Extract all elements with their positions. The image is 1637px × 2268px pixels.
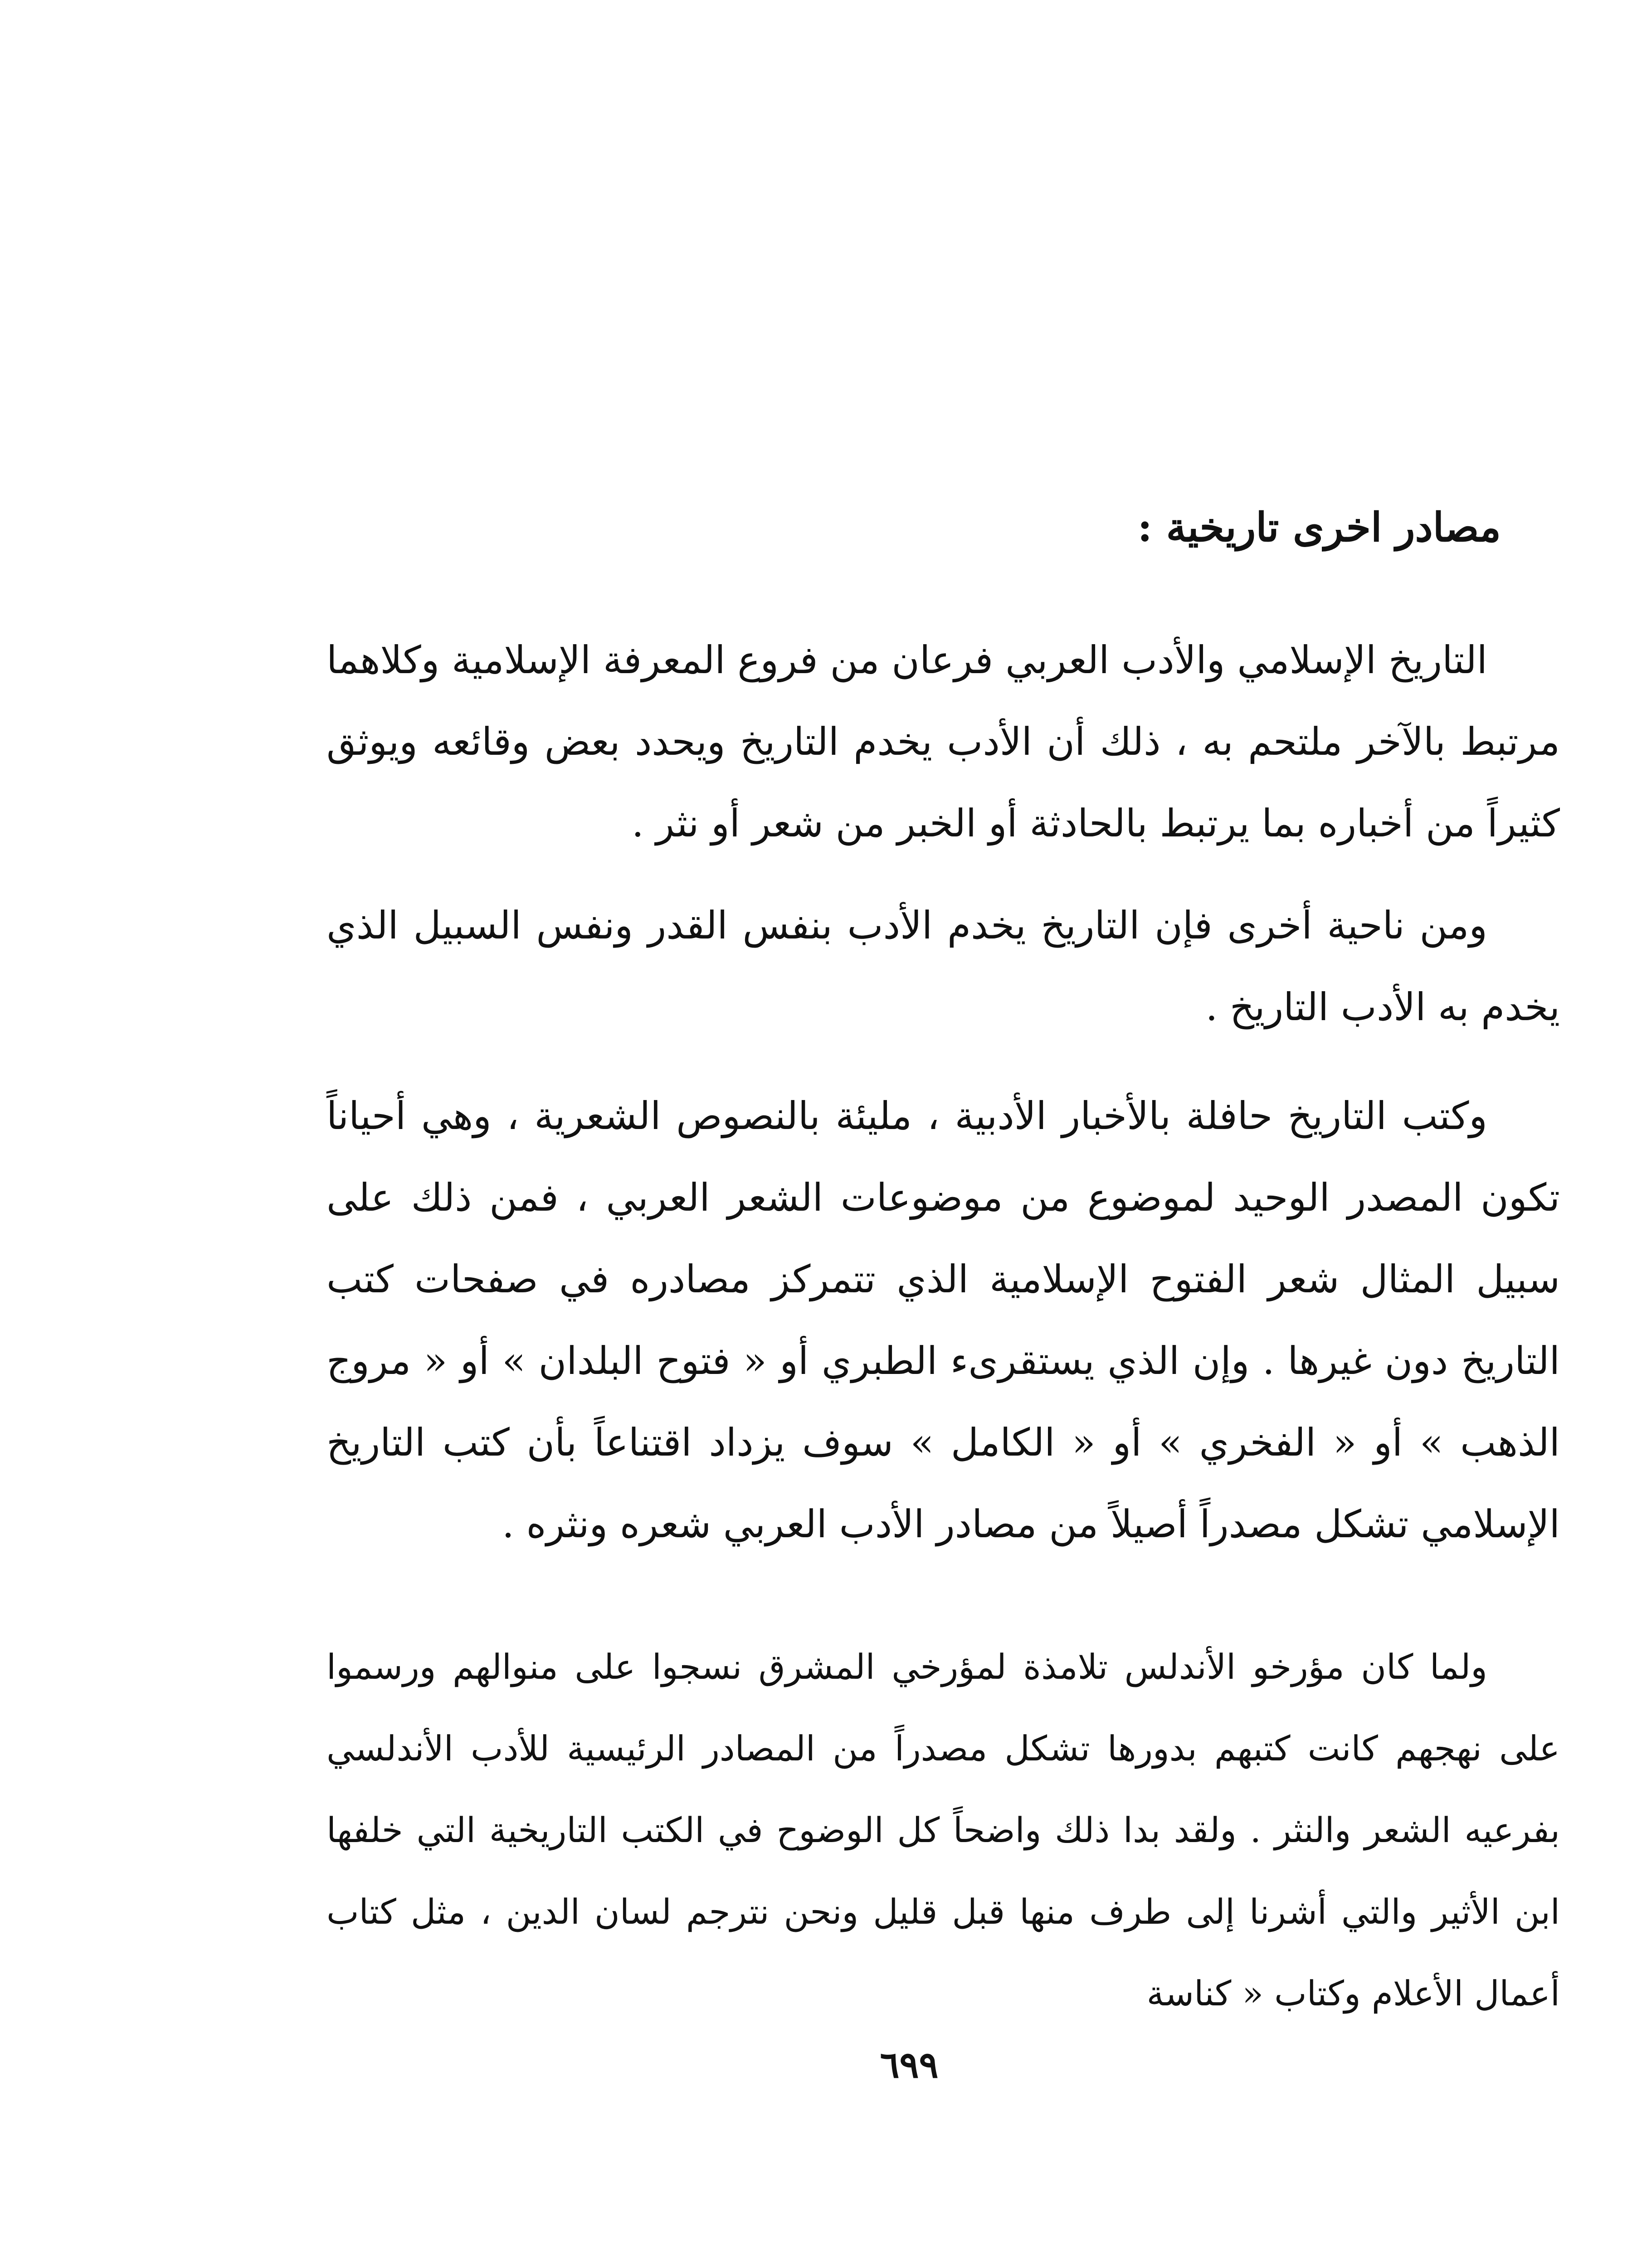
page-number: ٦٩٩ xyxy=(880,2043,939,2086)
paragraph-4: ولما كان مؤرخو الأندلس تلامذة لمؤرخي المشرق نسجوا على منوالهم ورسموا على نهجهم كانت كتبهم بدورها تشكل مصدراً من المصادر الرئيسية للأدب الأندلسي بفرعيه الشعر والنثر . ولقد بدا ذلك واضحاً كل الوضوح في الكتب التاريخية التي خلفها ابن الأثير والتي أشرنا إلى طرف منها قبل قليل ونحن نترجم لسان الدين ، مثل كتاب أعمال الأعلام وكتاب « كناسة xyxy=(326,1647,1560,2014)
paragraph-2: ومن ناحية أخرى فإن التاريخ يخدم الأدب بنفس القدر ونفس السبيل الذي يخدم به الأدب التاريخ . xyxy=(326,903,1560,1029)
section-heading: مصادر اخرى تاريخية : xyxy=(1137,503,1501,551)
paragraph-1: التاريخ الإسلامي والأدب العربي فرعان من فروع المعرفة الإسلامية وكلاهما مرتبط بالآخر ملتحم به ، ذلك أن الأدب يخدم التاريخ ويحدد بعض وقائعه ويوثق كثيراً من أخباره بما يرتبط بالحادثة أو الخبر من شعر أو نثر . xyxy=(326,638,1560,846)
paragraph-3: وكتب التاريخ حافلة بالأخبار الأدبية ، مليئة بالنصوص الشعرية ، وهي أحياناً تكون المصدر الوحيد لموضوع من موضوعات الشعر العربي ، فمن ذلك على سبيل المثال شعر الفتوح الإسلامية الذي تتمركز مصادره في صفحات كتب التاريخ دون غيرها . وإن الذي يستقرىء الطبري أو « فتوح البلدان » أو « مروج الذهب » أو « الفخري » أو « الكامل » سوف يزداد اقتناعاً بأن كتب التاريخ الإسلامي تشكل مصدراً أصيلاً من مصادر الأدب العربي شعره ونثره . xyxy=(326,1094,1560,1546)
